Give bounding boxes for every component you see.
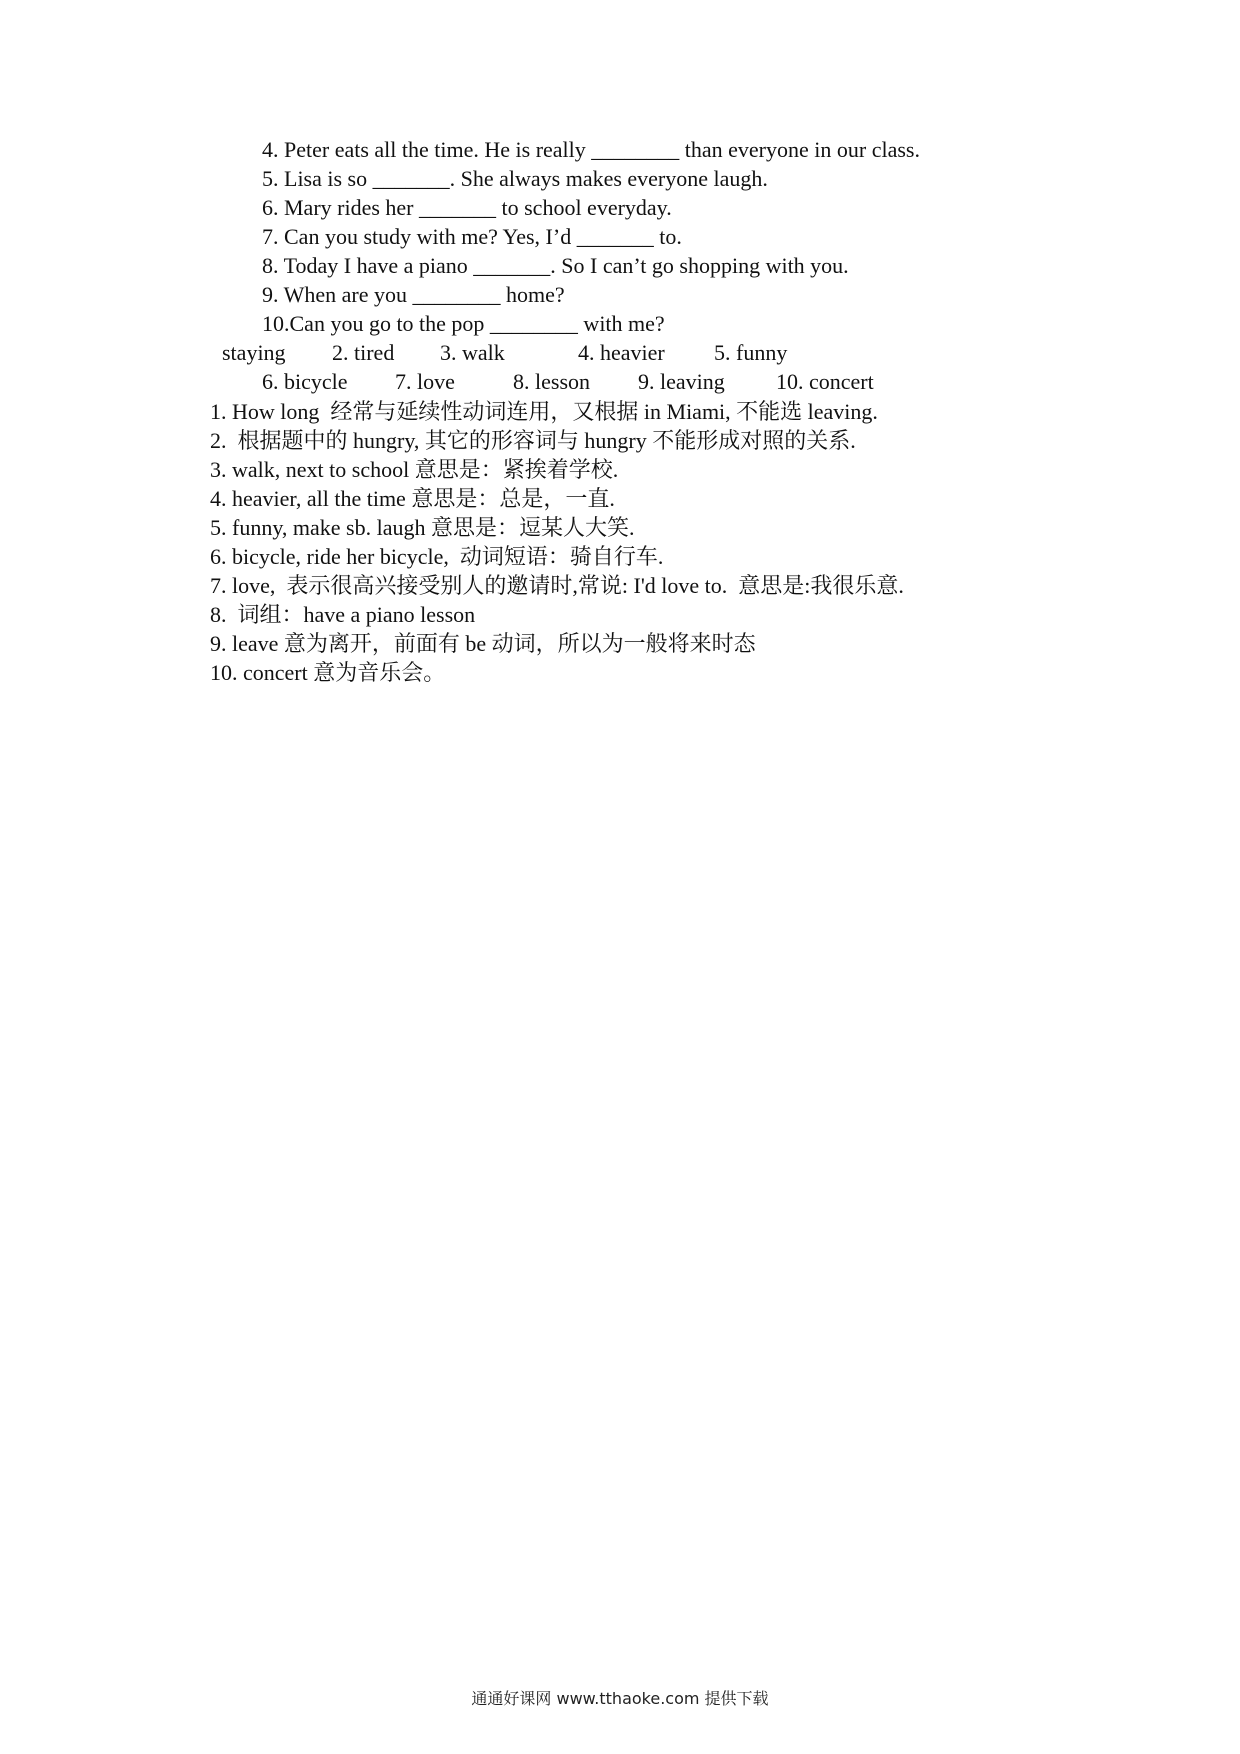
page-footer: 通通好课网 www.tthaoke.com 提供下载 xyxy=(471,1689,769,1708)
answer-staying: staying xyxy=(222,340,286,365)
question-7: 7. Can you study with me? Yes, I’d _______ to. xyxy=(262,224,682,249)
answer-9: 9. leaving xyxy=(638,369,725,394)
answer-8: 8. lesson xyxy=(513,369,590,394)
answer-5: 5. funny xyxy=(714,340,788,365)
answer-6: 6. bicycle xyxy=(262,369,348,394)
answer-3: 3. walk xyxy=(440,340,505,365)
question-10: 10.Can you go to the pop ________ with me? xyxy=(262,311,665,336)
explanation-6: 6. bicycle, ride her bicycle, 动词短语：骑自行车. xyxy=(210,544,664,569)
answer-10: 10. concert xyxy=(776,369,874,394)
question-8: 8. Today I have a piano _______. So I can’t go shopping with you. xyxy=(262,253,849,278)
question-9: 9. When are you ________ home? xyxy=(262,282,565,307)
answer-4: 4. heavier xyxy=(578,340,665,365)
explanation-2: 2. 根据题中的 hungry, 其它的形容词与 hungry 不能形成对照的关系. xyxy=(210,428,856,453)
answer-7: 7. love xyxy=(395,369,455,394)
explanation-1: 1. How long 经常与延续性动词连用，又根据 in Miami, 不能选 leaving. xyxy=(210,399,878,424)
explanation-7: 7. love, 表示很高兴接受别人的邀请时,常说: I'd love to. 意思是:我很乐意. xyxy=(210,573,904,598)
question-5: 5. Lisa is so _______. She always makes everyone laugh. xyxy=(262,166,768,191)
explanation-4: 4. heavier, all the time 意思是：总是，一直. xyxy=(210,486,615,511)
question-6: 6. Mary rides her _______ to school everyday. xyxy=(262,195,672,220)
explanation-5: 5. funny, make sb. laugh 意思是：逗某人大笑. xyxy=(210,515,635,540)
explanation-3: 3. walk, next to school 意思是：紧挨着学校. xyxy=(210,457,619,482)
question-4: 4. Peter eats all the time. He is really ________ than everyone in our class. xyxy=(262,137,920,162)
answer-2: 2. tired xyxy=(332,340,395,365)
explanation-9: 9. leave 意为离开，前面有 be 动词，所以为一般将来时态 xyxy=(210,631,756,656)
explanation-10: 10. concert 意为音乐会。 xyxy=(210,660,446,685)
explanation-8: 8. 词组：have a piano lesson xyxy=(210,602,476,627)
